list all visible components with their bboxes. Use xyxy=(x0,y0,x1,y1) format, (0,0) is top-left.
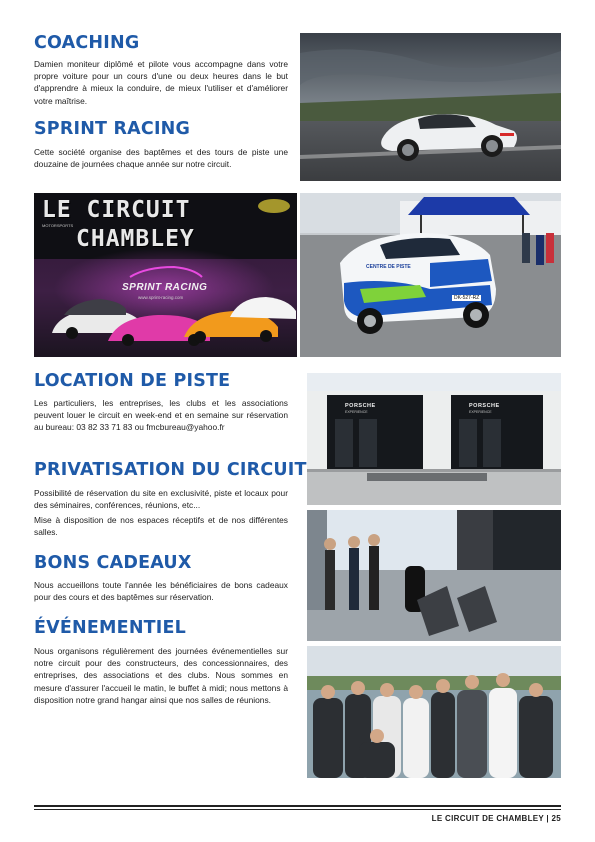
rally-door-text: CENTRE DE PISTE xyxy=(366,264,411,270)
footer-rule-thin xyxy=(34,809,561,810)
section-title-evenementiel: ÉVÉNEMENTIEL xyxy=(34,618,187,638)
rally-plate: DK-527-RZ xyxy=(454,295,480,301)
sign-left: PORSCHE xyxy=(345,403,376,409)
section-title-coaching: COACHING xyxy=(34,33,140,53)
section-title-privatisation: PRIVATISATION DU CIRCUIT xyxy=(34,460,307,480)
poster-line-1: LE CIRCUIT xyxy=(42,197,191,223)
section-text-privatisation-2: Mise à disposition de nos espaces réceptifs et de nos différentes salles. xyxy=(34,515,288,538)
section-text-coaching: Damien moniteur diplômé et pilote vous accompagne dans votre propre voiture pour un cours d'une ou deux heures dans le but d'apprendre à mieux la conduire, de mieux l'utiliser et d'améliorer votre maîtrise. xyxy=(34,59,288,106)
porsche-track-photo xyxy=(300,33,561,181)
footer-page-label: LE CIRCUIT DE CHAMBLEY | 25 xyxy=(431,814,561,823)
section-title-sprint-racing: SPRINT RACING xyxy=(34,119,191,139)
sign-left-sub: EXPERIENCE xyxy=(345,410,368,414)
section-title-location: LOCATION DE PISTE xyxy=(34,371,231,391)
poster-url: www.sprint-racing.com xyxy=(138,295,184,300)
sign-right-sub: EXPERIENCE xyxy=(469,410,492,414)
section-text-bons-cadeaux: Nous accueillons toute l'année les bénéficiaires de bons cadeaux pour des cours et des baptêmes sur réservation. xyxy=(34,580,288,603)
footer-rule-thick xyxy=(34,805,561,807)
poster-logo-icon xyxy=(258,199,290,213)
rally-car-photo xyxy=(300,193,561,357)
sprint-racing-poster xyxy=(34,193,297,357)
section-text-location: Les particuliers, les entreprises, les clubs et les associations peuvent louer le circuit en week-end et en semaine sur réservation au bureau: 03 82 33 71 83 ou fmcbureau@yahoo.fr xyxy=(34,398,288,433)
section-text-evenementiel: Nous organisons régulièrement des journées événementielles sur notre circuit pour des constructeurs, des concessionnaires, des entreprises, des associations et des clubs. Nous sommes en mesure d'assurer l'accueil le matin, le buffet à midi; nous mettons à disposition notre grand hangar ainsi que nos salles de réunions. xyxy=(34,646,288,705)
section-text-sprint-racing: Cette société organise des baptêmes et des tours de piste une douzaine de journées chaque année sur notre circuit. xyxy=(34,147,288,170)
poster-small-text: MOTORSPORTS xyxy=(42,223,74,228)
poster-brand: SPRINT RACING xyxy=(122,282,208,293)
reception-photo xyxy=(307,510,561,641)
section-text-privatisation-1: Possibilité de réservation du site en exclusivité, piste et locaux pour des séminaires, conférences, réunions, etc... xyxy=(34,488,288,511)
porsche-building-photo xyxy=(307,373,561,505)
group-photo xyxy=(307,646,561,778)
section-title-bons-cadeaux: BONS CADEAUX xyxy=(34,553,192,573)
poster-line-2: CHAMBLEY xyxy=(76,226,195,252)
sign-right: PORSCHE xyxy=(469,403,500,409)
